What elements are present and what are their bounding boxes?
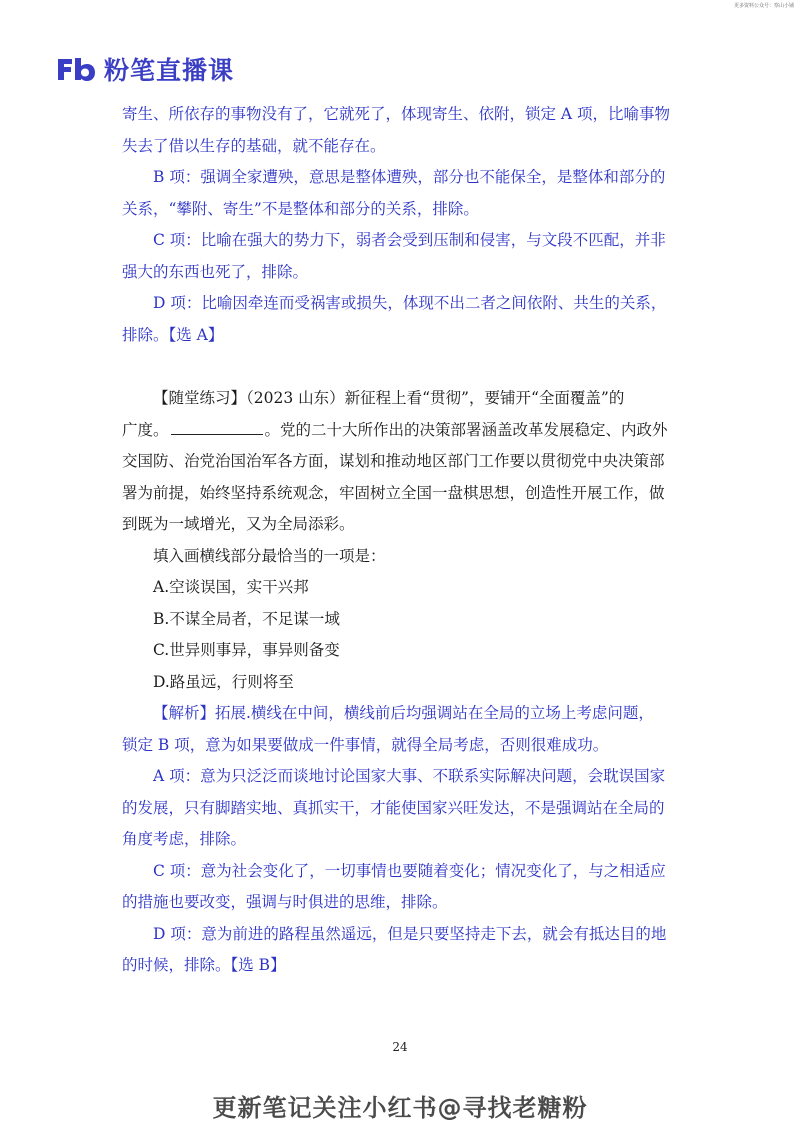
analysis-option-c-cont: 的措施也要改变，强调与时俱进的思维，排除。 (122, 893, 448, 911)
prev-option-d: D 项：比喻因牵连而受祸害或损失，体现不出二者之间依附、共生的关系， (153, 294, 667, 312)
footer-watermark: 更新笔记关注小红书@寻找老糖粉 (212, 1094, 588, 1122)
question-stem-line5: 到既为一域增光，又为全局添彩。 (122, 515, 355, 533)
fenbi-logo-icon (56, 56, 96, 82)
question-stem-line4: 署为前提，始终坚持系统观念，牢固树立全国一盘棋思想，创造性开展工作，做 (122, 483, 665, 502)
page-content (122, 99, 694, 982)
prev-analysis-line: 寄生、所依存的事物没有了，它就死了，体现寄生、依附，锁定 A 项，比喻事物 (122, 105, 671, 123)
page-number: 24 (392, 1040, 408, 1054)
prev-option-d-cont: 排除。【选 A】 (122, 325, 224, 344)
question-text: 广度。 (122, 420, 169, 439)
prev-option-c: C 项：比喻在强大的势力下，弱者会受到压制和侵害，与文段不匹配，并非 (153, 231, 666, 249)
prev-option-b: B 项：强调全家遭殃，意思是整体遭殃，部分也不能保全，是整体和部分的 (153, 168, 666, 186)
section-gap (122, 351, 694, 383)
corner-note: 更多资料公众号：察山小铺 (733, 3, 794, 9)
analysis-option-d: D 项：意为前进的路程虽然遥远，但是只要坚持走下去，就会有抵达目的地 (153, 924, 667, 943)
analysis-option-a-cont: 角度考虑，排除。 (122, 830, 247, 848)
option-c: C.世异则事异，事异则备变 (153, 641, 340, 659)
analysis-option-d-cont: 的时候，排除。【选 B】 (122, 956, 286, 974)
option-a: A.空谈误国，实干兴邦 (153, 578, 309, 596)
question-text: 。党的二十大所作出的决策部署涵盖改革发展稳定、内政外 (264, 420, 668, 439)
prev-analysis-line: 失去了借以生存的基础，就不能存在。 (122, 136, 386, 155)
analysis-option-a-cont: 的发展，只有脚踏实地、真抓实干，才能使国家兴旺发达，不是强调站在全局的 (122, 798, 665, 817)
question-stem-line3: 交国防、治党治国治军各方面，谋划和推动地区部门工作要以贯彻党中央决策部 (122, 452, 665, 470)
question-stem: 【随堂练习】（2023 山东）新征程上看“贯彻”，要铺开“全面覆盖”的 (153, 389, 625, 407)
question-stem-line2 (122, 415, 694, 447)
brand-name: 粉笔直播课 (104, 56, 235, 85)
analysis-option-a: A 项：意为只泛泛而谈地讨论国家大事、不联系实际解决问题，会耽误国家 (153, 767, 666, 785)
option-d: D.路虽远，行则将至 (153, 672, 294, 691)
analysis-intro-cont: 锁定 B 项，意为如果要做成一件事情，就得全局考虑，否则很难成功。 (122, 735, 609, 754)
prev-option-c-cont: 强大的东西也死了，排除。 (122, 262, 309, 281)
fill-in-blank (171, 416, 263, 435)
option-b: B.不谋全局者，不足谋一域 (153, 609, 340, 628)
analysis-intro: 【解析】拓展.横线在中间，横线前后均强调站在全局的立场上考虑问题， (153, 704, 654, 722)
prev-option-b-cont: 关系，“攀附、寄生”不是整体和部分的关系，排除。 (122, 199, 479, 218)
brand-logo (56, 54, 234, 84)
question-prompt: 填入画横线部分最恰当的一项是： (153, 546, 386, 565)
analysis-option-c: C 项：意为社会变化了，一切事情也要随着变化；情况变化了，与之相适应 (153, 861, 666, 880)
